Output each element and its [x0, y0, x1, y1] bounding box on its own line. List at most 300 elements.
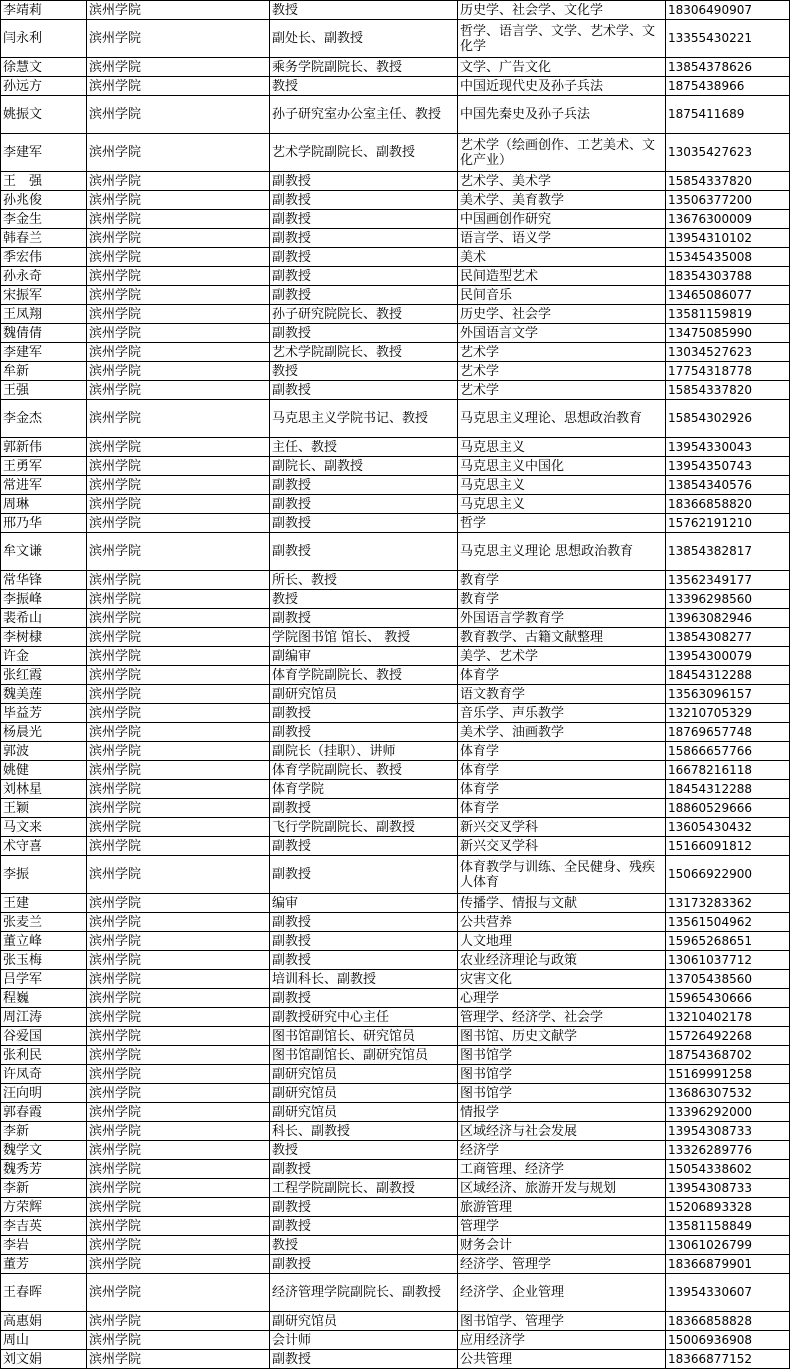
- research-field-cell: 教育学: [458, 590, 666, 609]
- research-field-cell: 马克思主义: [458, 495, 666, 514]
- phone-cell: 13355430221: [666, 20, 790, 58]
- position-cell: 乘务学院副院长、教授: [270, 58, 458, 77]
- organization-cell: 滨州学院: [87, 1331, 270, 1350]
- phone-cell: 13963082946: [666, 609, 790, 628]
- phone-cell: 18366877152: [666, 1350, 790, 1369]
- research-field-cell: 体育学: [458, 780, 666, 799]
- organization-cell: 滨州学院: [87, 685, 270, 704]
- table-row: [1, 1312, 790, 1331]
- name-cell: 周琳: [1, 495, 87, 514]
- position-cell: 副教授: [270, 951, 458, 970]
- name-cell: 董芳: [1, 1255, 87, 1274]
- organization-cell: 滨州学院: [87, 723, 270, 742]
- research-field-cell: 公共营养: [458, 913, 666, 932]
- table-row: [1, 1236, 790, 1255]
- position-cell: 副教授: [270, 856, 458, 894]
- phone-cell: 13854340576: [666, 476, 790, 495]
- table-row: [1, 742, 790, 761]
- research-field-cell: 公共管理: [458, 1350, 666, 1369]
- research-field-cell: 应用经济学: [458, 1331, 666, 1350]
- research-field-cell: 马克思主义中国化: [458, 457, 666, 476]
- organization-cell: 滨州学院: [87, 647, 270, 666]
- table-row: [1, 1084, 790, 1103]
- organization-cell: 滨州学院: [87, 1160, 270, 1179]
- name-cell: 李建军: [1, 343, 87, 362]
- phone-cell: 13465086077: [666, 286, 790, 305]
- phone-cell: 18366879901: [666, 1255, 790, 1274]
- name-cell: 宋振军: [1, 286, 87, 305]
- name-cell: 王建: [1, 894, 87, 913]
- organization-cell: 滨州学院: [87, 1198, 270, 1217]
- position-cell: 教授: [270, 1236, 458, 1255]
- name-cell: 李振峰: [1, 590, 87, 609]
- name-cell: 魏学文: [1, 1141, 87, 1160]
- position-cell: 体育学院: [270, 780, 458, 799]
- phone-cell: 13061037712: [666, 951, 790, 970]
- research-field-cell: 马克思主义理论 思想政治教育: [458, 533, 666, 571]
- name-cell: 张利民: [1, 1046, 87, 1065]
- phone-cell: 13954300079: [666, 647, 790, 666]
- name-cell: 汪向明: [1, 1084, 87, 1103]
- research-field-cell: 历史学、社会学: [458, 305, 666, 324]
- phone-cell: 13562349177: [666, 571, 790, 590]
- name-cell: 姚振文: [1, 96, 87, 134]
- phone-cell: 18354303788: [666, 267, 790, 286]
- position-cell: 教授: [270, 362, 458, 381]
- phone-cell: 15762191210: [666, 514, 790, 533]
- position-cell: 副院长（挂职）、讲师: [270, 742, 458, 761]
- table-row: [1, 400, 790, 438]
- phone-cell: 15345435008: [666, 248, 790, 267]
- research-field-cell: 马克思主义: [458, 476, 666, 495]
- position-cell: 孙子研究院院长、教授: [270, 305, 458, 324]
- position-cell: 所长、教授: [270, 571, 458, 590]
- phone-cell: 18454312288: [666, 780, 790, 799]
- research-field-cell: 马克思主义: [458, 438, 666, 457]
- research-field-cell: 美学、艺术学: [458, 647, 666, 666]
- table-row: [1, 324, 790, 343]
- organization-cell: 滨州学院: [87, 1217, 270, 1236]
- table-row: [1, 20, 790, 58]
- table-row: [1, 894, 790, 913]
- research-field-cell: 灾害文化: [458, 970, 666, 989]
- research-field-cell: 图书馆学、管理学: [458, 1312, 666, 1331]
- phone-cell: 13854382817: [666, 533, 790, 571]
- name-cell: 张麦兰: [1, 913, 87, 932]
- position-cell: 副教授研究中心主任: [270, 1008, 458, 1027]
- name-cell: 杨晨光: [1, 723, 87, 742]
- research-field-cell: 旅游管理: [458, 1198, 666, 1217]
- phone-cell: 13210402178: [666, 1008, 790, 1027]
- organization-cell: 滨州学院: [87, 58, 270, 77]
- phone-cell: 15965430666: [666, 989, 790, 1008]
- table-row: [1, 1274, 790, 1312]
- organization-cell: 滨州学院: [87, 248, 270, 267]
- organization-cell: 滨州学院: [87, 628, 270, 647]
- organization-cell: 滨州学院: [87, 1, 270, 20]
- position-cell: 副教授: [270, 514, 458, 533]
- table-row: [1, 913, 790, 932]
- phone-cell: 15166091812: [666, 837, 790, 856]
- research-field-cell: 体育学: [458, 666, 666, 685]
- position-cell: 主任、教授: [270, 438, 458, 457]
- position-cell: 科长、副教授: [270, 1122, 458, 1141]
- name-cell: 郭波: [1, 742, 87, 761]
- name-cell: 高惠娟: [1, 1312, 87, 1331]
- position-cell: 副教授: [270, 381, 458, 400]
- phone-cell: 18306490907: [666, 1, 790, 20]
- position-cell: 副教授: [270, 324, 458, 343]
- organization-cell: 滨州学院: [87, 1350, 270, 1369]
- research-field-cell: 经济学: [458, 1141, 666, 1160]
- phone-cell: 18366858828: [666, 1312, 790, 1331]
- name-cell: 闫永利: [1, 20, 87, 58]
- position-cell: 教授: [270, 1141, 458, 1160]
- phone-cell: 18754368702: [666, 1046, 790, 1065]
- phone-cell: 15866657766: [666, 742, 790, 761]
- phone-cell: 13954310102: [666, 229, 790, 248]
- table-row: [1, 248, 790, 267]
- position-cell: 副研究馆员: [270, 1065, 458, 1084]
- name-cell: 邢乃华: [1, 514, 87, 533]
- table-row: [1, 96, 790, 134]
- position-cell: 体育学院副院长、教授: [270, 666, 458, 685]
- position-cell: 体育学院副院长、教授: [270, 761, 458, 780]
- organization-cell: 滨州学院: [87, 476, 270, 495]
- name-cell: 许凤奇: [1, 1065, 87, 1084]
- name-cell: 李靖莉: [1, 1, 87, 20]
- phone-cell: 18860529666: [666, 799, 790, 818]
- phone-cell: 13561504962: [666, 913, 790, 932]
- organization-cell: 滨州学院: [87, 1255, 270, 1274]
- research-field-cell: 中国先秦史及孙子兵法: [458, 96, 666, 134]
- name-cell: 李吉英: [1, 1217, 87, 1236]
- position-cell: 副教授: [270, 172, 458, 191]
- organization-cell: 滨州学院: [87, 514, 270, 533]
- name-cell: 牟新: [1, 362, 87, 381]
- name-cell: 周山: [1, 1331, 87, 1350]
- research-field-cell: 管理学: [458, 1217, 666, 1236]
- position-cell: 副教授: [270, 286, 458, 305]
- position-cell: 副院长、副教授: [270, 457, 458, 476]
- position-cell: 副教授: [270, 229, 458, 248]
- name-cell: 董立峰: [1, 932, 87, 951]
- research-field-cell: 文学、广告文化: [458, 58, 666, 77]
- table-row: [1, 818, 790, 837]
- organization-cell: 滨州学院: [87, 932, 270, 951]
- phone-cell: 1875438966: [666, 77, 790, 96]
- research-field-cell: 马克思主义理论、思想政治教育: [458, 400, 666, 438]
- phone-cell: 13506377200: [666, 191, 790, 210]
- name-cell: 常华锋: [1, 571, 87, 590]
- organization-cell: 滨州学院: [87, 818, 270, 837]
- name-cell: 王春晖: [1, 1274, 87, 1312]
- research-field-cell: 中国近现代史及孙子兵法: [458, 77, 666, 96]
- name-cell: 常进军: [1, 476, 87, 495]
- research-field-cell: 哲学: [458, 514, 666, 533]
- organization-cell: 滨州学院: [87, 286, 270, 305]
- name-cell: 李建军: [1, 134, 87, 172]
- table-row: [1, 1008, 790, 1027]
- research-field-cell: 农业经济理论与政策: [458, 951, 666, 970]
- research-field-cell: 民间造型艺术: [458, 267, 666, 286]
- position-cell: 艺术学院副院长、教授: [270, 343, 458, 362]
- phone-cell: 13035427623: [666, 134, 790, 172]
- table-row: [1, 362, 790, 381]
- position-cell: 学院图书馆 馆长、 教授: [270, 628, 458, 647]
- research-field-cell: 经济学、管理学: [458, 1255, 666, 1274]
- phone-cell: 15726492268: [666, 1027, 790, 1046]
- phone-cell: 13173283362: [666, 894, 790, 913]
- phone-cell: 13954350743: [666, 457, 790, 476]
- phone-cell: 15854302926: [666, 400, 790, 438]
- table-row: [1, 533, 790, 571]
- name-cell: 吕学军: [1, 970, 87, 989]
- name-cell: 周江涛: [1, 1008, 87, 1027]
- phone-cell: 18769657748: [666, 723, 790, 742]
- organization-cell: 滨州学院: [87, 362, 270, 381]
- research-field-cell: 图书馆学: [458, 1084, 666, 1103]
- name-cell: 郭新伟: [1, 438, 87, 457]
- organization-cell: 滨州学院: [87, 951, 270, 970]
- phone-cell: 13954308733: [666, 1179, 790, 1198]
- position-cell: 副教授: [270, 248, 458, 267]
- name-cell: 张红霞: [1, 666, 87, 685]
- organization-cell: 滨州学院: [87, 1065, 270, 1084]
- position-cell: 教授: [270, 590, 458, 609]
- position-cell: 副教授: [270, 1350, 458, 1369]
- phone-cell: 13854378626: [666, 58, 790, 77]
- phone-cell: 13954330043: [666, 438, 790, 457]
- organization-cell: 滨州学院: [87, 343, 270, 362]
- position-cell: 飞行学院副院长、副教授: [270, 818, 458, 837]
- organization-cell: 滨州学院: [87, 1027, 270, 1046]
- position-cell: 副研究馆员: [270, 1084, 458, 1103]
- research-field-cell: 教育学: [458, 571, 666, 590]
- phone-cell: 13396298560: [666, 590, 790, 609]
- name-cell: 姚健: [1, 761, 87, 780]
- table-row: [1, 1065, 790, 1084]
- position-cell: 副教授: [270, 1255, 458, 1274]
- phone-cell: 13034527623: [666, 343, 790, 362]
- research-field-cell: 区域经济与社会发展: [458, 1122, 666, 1141]
- research-field-cell: 新兴交叉学科: [458, 837, 666, 856]
- position-cell: 副教授: [270, 913, 458, 932]
- organization-cell: 滨州学院: [87, 761, 270, 780]
- organization-cell: 滨州学院: [87, 1312, 270, 1331]
- research-field-cell: 财务会计: [458, 1236, 666, 1255]
- position-cell: 副教授: [270, 932, 458, 951]
- name-cell: 王强: [1, 381, 87, 400]
- table-row: [1, 457, 790, 476]
- research-field-cell: 体育学: [458, 742, 666, 761]
- organization-cell: 滨州学院: [87, 400, 270, 438]
- organization-cell: 滨州学院: [87, 1141, 270, 1160]
- name-cell: 孙兆俊: [1, 191, 87, 210]
- organization-cell: 滨州学院: [87, 742, 270, 761]
- name-cell: 李树棣: [1, 628, 87, 647]
- position-cell: 副教授: [270, 210, 458, 229]
- table-row: [1, 970, 790, 989]
- table-row: [1, 761, 790, 780]
- organization-cell: 滨州学院: [87, 77, 270, 96]
- phone-cell: 13475085990: [666, 324, 790, 343]
- phone-cell: 18366858820: [666, 495, 790, 514]
- position-cell: 副编审: [270, 647, 458, 666]
- organization-cell: 滨州学院: [87, 837, 270, 856]
- table-row: [1, 1, 790, 20]
- organization-cell: 滨州学院: [87, 96, 270, 134]
- research-field-cell: 传播学、情报与文献: [458, 894, 666, 913]
- position-cell: 图书馆副馆长、研究馆员: [270, 1027, 458, 1046]
- table-row: [1, 704, 790, 723]
- organization-cell: 滨州学院: [87, 1274, 270, 1312]
- name-cell: 裴希山: [1, 609, 87, 628]
- table-row: [1, 381, 790, 400]
- phone-cell: 15054338602: [666, 1160, 790, 1179]
- table-row: [1, 172, 790, 191]
- organization-cell: 滨州学院: [87, 1122, 270, 1141]
- research-field-cell: 图书馆、历史文献学: [458, 1027, 666, 1046]
- phone-cell: 18454312288: [666, 666, 790, 685]
- position-cell: 副研究馆员: [270, 1103, 458, 1122]
- name-cell: 术守喜: [1, 837, 87, 856]
- table-row: [1, 951, 790, 970]
- organization-cell: 滨州学院: [87, 381, 270, 400]
- research-field-cell: 美术学、油画教学: [458, 723, 666, 742]
- phone-cell: 13581158849: [666, 1217, 790, 1236]
- position-cell: 副教授: [270, 799, 458, 818]
- organization-cell: 滨州学院: [87, 533, 270, 571]
- research-field-cell: 人文地理: [458, 932, 666, 951]
- position-cell: 经济管理学院副院长、副教授: [270, 1274, 458, 1312]
- table-row: [1, 1217, 790, 1236]
- position-cell: 孙子研究室办公室主任、教授: [270, 96, 458, 134]
- organization-cell: 滨州学院: [87, 1008, 270, 1027]
- name-cell: 李金杰: [1, 400, 87, 438]
- research-field-cell: 哲学、语言学、文学、艺术学、文化学: [458, 20, 666, 58]
- name-cell: 程巍: [1, 989, 87, 1008]
- organization-cell: 滨州学院: [87, 191, 270, 210]
- research-field-cell: 体育学: [458, 761, 666, 780]
- organization-cell: 滨州学院: [87, 799, 270, 818]
- phone-cell: 13563096157: [666, 685, 790, 704]
- research-field-cell: 区域经济、旅游开发与规划: [458, 1179, 666, 1198]
- name-cell: 王 强: [1, 172, 87, 191]
- position-cell: 副教授: [270, 989, 458, 1008]
- table-row: [1, 1198, 790, 1217]
- research-field-cell: 语文教育学: [458, 685, 666, 704]
- organization-cell: 滨州学院: [87, 1103, 270, 1122]
- phone-cell: 13605430432: [666, 818, 790, 837]
- name-cell: 毕益芳: [1, 704, 87, 723]
- organization-cell: 滨州学院: [87, 704, 270, 723]
- research-field-cell: 艺术学、美术学: [458, 172, 666, 191]
- position-cell: 副教授: [270, 533, 458, 571]
- position-cell: 副处长、副教授: [270, 20, 458, 58]
- table-row: [1, 799, 790, 818]
- research-field-cell: 经济学、企业管理: [458, 1274, 666, 1312]
- organization-cell: 滨州学院: [87, 438, 270, 457]
- table-row: [1, 837, 790, 856]
- phone-cell: 13581159819: [666, 305, 790, 324]
- table-row: [1, 1046, 790, 1065]
- table-row: [1, 571, 790, 590]
- phone-cell: 15854337820: [666, 172, 790, 191]
- organization-cell: 滨州学院: [87, 894, 270, 913]
- table-row: [1, 1122, 790, 1141]
- name-cell: 李金生: [1, 210, 87, 229]
- table-row: [1, 58, 790, 77]
- organization-cell: 滨州学院: [87, 913, 270, 932]
- phone-cell: 13686307532: [666, 1084, 790, 1103]
- table-row: [1, 856, 790, 894]
- research-field-cell: 图书馆学: [458, 1046, 666, 1065]
- name-cell: 魏秀芳: [1, 1160, 87, 1179]
- position-cell: 副教授: [270, 267, 458, 286]
- organization-cell: 滨州学院: [87, 609, 270, 628]
- name-cell: 郭春霞: [1, 1103, 87, 1122]
- organization-cell: 滨州学院: [87, 20, 270, 58]
- organization-cell: 滨州学院: [87, 856, 270, 894]
- table-row: [1, 210, 790, 229]
- position-cell: 副研究馆员: [270, 1312, 458, 1331]
- phone-cell: 16678216118: [666, 761, 790, 780]
- organization-cell: 滨州学院: [87, 1084, 270, 1103]
- name-cell: 王勇军: [1, 457, 87, 476]
- table-row: [1, 495, 790, 514]
- phone-cell: 1875411689: [666, 96, 790, 134]
- table-row: [1, 343, 790, 362]
- position-cell: 副教授: [270, 1160, 458, 1179]
- phone-cell: 15854337820: [666, 381, 790, 400]
- name-cell: 刘文娟: [1, 1350, 87, 1369]
- phone-cell: 13061026799: [666, 1236, 790, 1255]
- phone-cell: 15206893328: [666, 1198, 790, 1217]
- name-cell: 王颖: [1, 799, 87, 818]
- name-cell: 方荣辉: [1, 1198, 87, 1217]
- organization-cell: 滨州学院: [87, 457, 270, 476]
- position-cell: 副教授: [270, 476, 458, 495]
- research-field-cell: 教育教学、古籍文献整理: [458, 628, 666, 647]
- table-row: [1, 286, 790, 305]
- name-cell: 徐慧文: [1, 58, 87, 77]
- organization-cell: 滨州学院: [87, 172, 270, 191]
- position-cell: 副教授: [270, 704, 458, 723]
- organization-cell: 滨州学院: [87, 305, 270, 324]
- organization-cell: 滨州学院: [87, 590, 270, 609]
- position-cell: 编审: [270, 894, 458, 913]
- table-row: [1, 1027, 790, 1046]
- name-cell: 刘林星: [1, 780, 87, 799]
- organization-cell: 滨州学院: [87, 134, 270, 172]
- position-cell: 艺术学院副院长、副教授: [270, 134, 458, 172]
- position-cell: 工程学院副院长、副教授: [270, 1179, 458, 1198]
- research-field-cell: 艺术学: [458, 343, 666, 362]
- position-cell: 教授: [270, 1, 458, 20]
- position-cell: 教授: [270, 77, 458, 96]
- table-row: [1, 628, 790, 647]
- table-row: [1, 267, 790, 286]
- organization-cell: 滨州学院: [87, 1236, 270, 1255]
- position-cell: 会计师: [270, 1331, 458, 1350]
- name-cell: 魏倩倩: [1, 324, 87, 343]
- table-row: [1, 932, 790, 951]
- name-cell: 许金: [1, 647, 87, 666]
- name-cell: 孙永奇: [1, 267, 87, 286]
- phone-cell: 13954330607: [666, 1274, 790, 1312]
- phone-cell: 13854308277: [666, 628, 790, 647]
